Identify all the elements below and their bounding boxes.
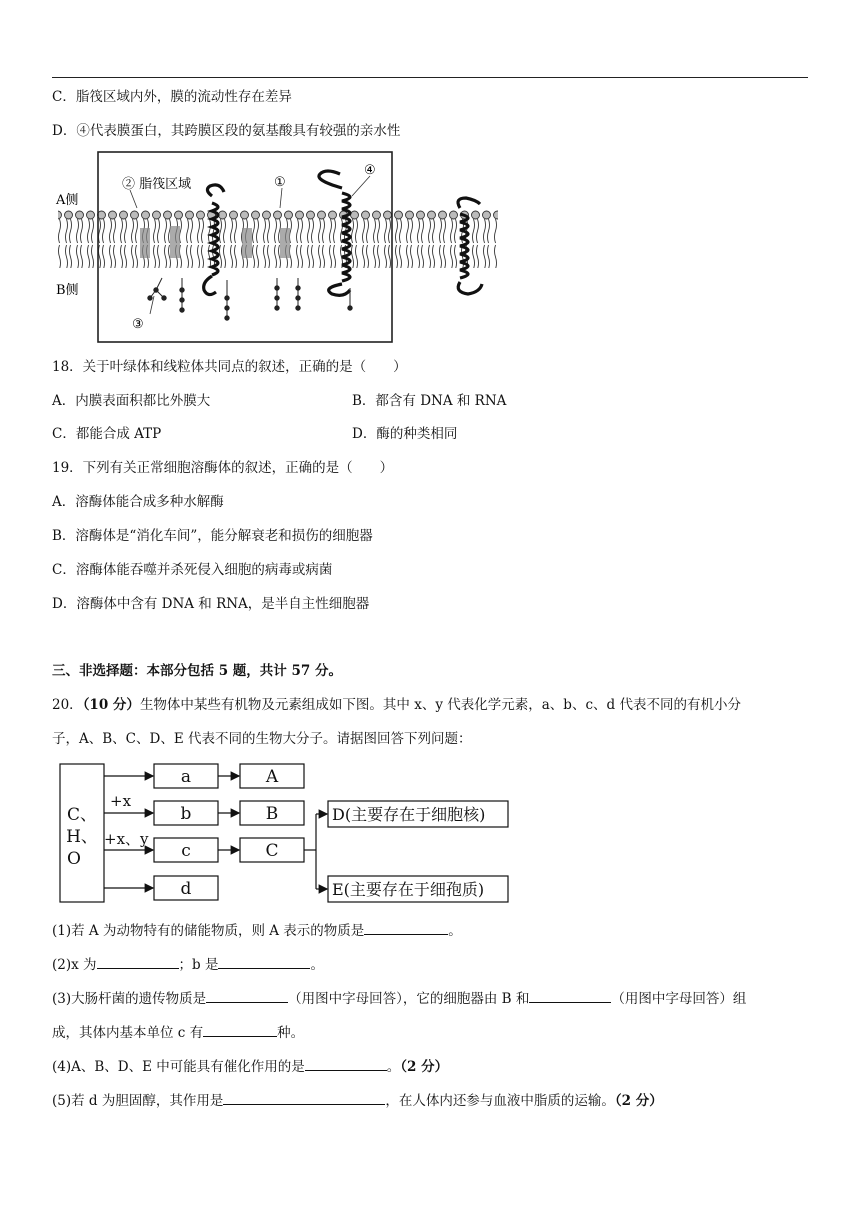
box-c: c <box>181 841 191 861</box>
q18-stem: 18．关于叶绿体和线粒体共同点的叙述，正确的是（ ） <box>52 359 407 375</box>
q20-part3-text: (3)大肠杆菌的遗传物质是 <box>52 991 207 1007</box>
q20-part1-text: (1)若 A 为动物特有的储能物质，则 A 表示的物质是 <box>52 923 365 939</box>
element-o: O <box>67 849 81 869</box>
box-a: a <box>180 767 192 787</box>
answer-blank-1[interactable] <box>364 922 448 935</box>
answer-blank-3[interactable] <box>218 956 310 969</box>
box-e-label: E(主要存在于细孢质) <box>332 880 485 899</box>
q20-number: 20． <box>52 697 83 713</box>
q19-option-d: D．溶酶体中含有 DNA 和 RNA，是半自主性细胞器 <box>52 596 370 612</box>
q20-part2 <box>52 956 324 974</box>
box-d: d <box>180 879 192 899</box>
q17-option-d: D．④代表膜蛋白，其跨膜区段的氨基酸具有较强的亲水性 <box>52 123 401 139</box>
q20-part5-text: (5)若 d 为胆固醇，其作用是 <box>52 1093 224 1109</box>
answer-blank-4[interactable] <box>206 990 288 1003</box>
q20-part3-cont <box>52 1024 304 1042</box>
q19-option-b: B．溶酶体是“消化车间”，能分解衰老和损伤的细胞器 <box>52 528 373 544</box>
side-b-label: B侧 <box>56 283 79 298</box>
q20-part4-text: (4)A、B、D、E 中可能具有催化作用的是 <box>52 1059 305 1075</box>
q20-part4-points: （2 分） <box>400 1059 449 1075</box>
section-heading: 三、非选择题：本部分包括 5 题，共计 57 分。 <box>52 663 342 679</box>
box-upper-c: C <box>265 841 279 861</box>
answer-blank-2[interactable] <box>97 956 179 969</box>
q20-stem-1: 生物体中某些有机物及元素组成如下图。其中 x、y 代表化学元素，a、b、c、d 代表不同的有机小分 <box>139 697 741 713</box>
answer-blank-6[interactable] <box>203 1024 277 1037</box>
marker-4: ④ <box>364 163 376 178</box>
box-upper-b: B <box>265 804 279 824</box>
membrane-figure <box>52 148 512 348</box>
composition-diagram <box>52 758 522 908</box>
q20-part3-end: 种。 <box>277 1025 305 1041</box>
q20-stem-line2: 子，A、B、C、D、E 代表不同的生物大分子。请据图回答下列问题： <box>52 731 472 747</box>
q20-part4 <box>52 1058 448 1076</box>
marker-1: ① <box>274 175 286 190</box>
q20-part1-end: 。 <box>448 923 462 939</box>
side-a-label: A侧 <box>56 193 79 208</box>
q20-part2-mid: ；b 是 <box>178 957 219 973</box>
box-b: b <box>180 804 192 824</box>
q19-option-a: A．溶酶体能合成多种水解酶 <box>52 494 224 510</box>
q18-option-b: B．都含有 DNA 和 RNA <box>352 393 507 409</box>
q20-part1 <box>52 922 462 940</box>
box-d-label: D(主要存在于细胞核) <box>332 805 486 824</box>
box-upper-a: A <box>265 767 279 787</box>
q20-part4-end: 。 <box>386 1059 401 1075</box>
q18-option-a: A．内膜表面积都比外膜大 <box>52 393 211 409</box>
q19-stem: 19．下列有关正常细胞溶酶体的叙述，正确的是（ ） <box>52 460 394 476</box>
q20-part2-text: (2)x 为 <box>52 957 97 973</box>
plus-x-label: +x <box>110 792 132 810</box>
element-c: C、 <box>66 805 98 825</box>
q20-part5 <box>52 1092 663 1110</box>
q20-part3-text2: 成，其体内基本单位 c 有 <box>52 1025 204 1041</box>
q20-points: （10 分） <box>82 697 140 713</box>
q17-option-c: C．脂筏区域内外，膜的流动性存在差异 <box>52 89 292 105</box>
raft-label: ② 脂筏区域 <box>122 177 192 192</box>
q20-part3-mid: （用图中字母回答），它的细胞器由 B 和 <box>288 991 530 1007</box>
q20-part5-mid: ，在人体内还参与血液中脂质的运输。 <box>385 1093 615 1109</box>
q18-option-c: C．都能合成 ATP <box>52 426 162 442</box>
element-h: H、 <box>66 827 98 847</box>
answer-blank-8[interactable] <box>223 1092 385 1105</box>
q19-option-c: C．溶酶体能吞噬并杀死侵入细胞的病毒或病菌 <box>52 562 333 578</box>
q20-part2-end: 。 <box>310 957 324 973</box>
answer-blank-5[interactable] <box>529 990 611 1003</box>
q20-part5-points: （2 分） <box>614 1093 663 1109</box>
header-rule <box>52 77 808 78</box>
q20-stem-line1 <box>52 696 741 714</box>
plus-xy-label: +x、y <box>104 830 149 848</box>
q18-option-d: D．酶的种类相同 <box>352 426 458 442</box>
answer-blank-7[interactable] <box>305 1058 387 1071</box>
q20-part3 <box>52 990 746 1008</box>
marker-3: ③ <box>132 317 144 332</box>
q20-part3-tail: （用图中字母回答）组 <box>611 991 747 1007</box>
